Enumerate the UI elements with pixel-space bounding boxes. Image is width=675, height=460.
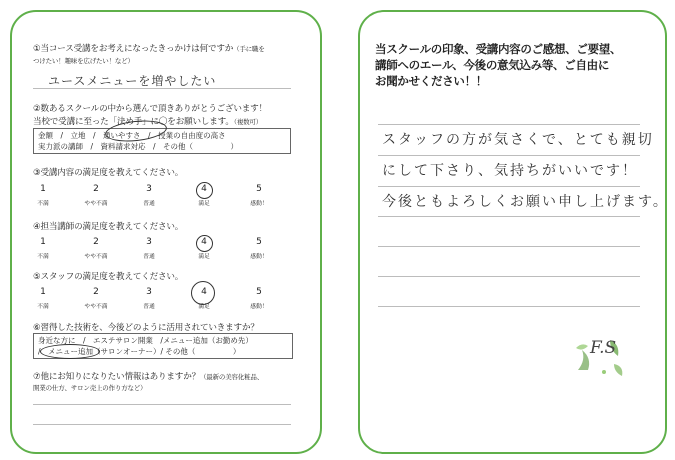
scale-num: 5: [256, 237, 262, 247]
comment-line: [378, 186, 640, 187]
q7-answer-line: [33, 424, 291, 425]
scale-num: 1: [40, 287, 46, 297]
q2-question-line1: ②数あるスクールの中から選んで頂きありがとうございます！: [33, 104, 267, 114]
scale-label: 普通: [143, 304, 155, 310]
q1-handwritten-answer: ユースメニューを増やしたい: [48, 74, 217, 88]
q1-note: つけたい！趣味を広げたい！など）: [33, 57, 134, 65]
scale-label: 不満: [37, 254, 49, 260]
scale-label: 感動！: [250, 304, 268, 310]
scale-label: やや不満: [84, 201, 108, 207]
q4-question: ④担当講師の満足度を教えてください。: [33, 222, 184, 232]
scale-num: 5: [256, 184, 262, 194]
scale-label: 感動！: [250, 254, 268, 260]
scale-num: 3: [146, 287, 152, 297]
scale-num: 4: [201, 287, 207, 297]
comment-line: [378, 306, 640, 307]
free-comment-heading-line3: お聞かせください！！: [375, 74, 487, 88]
scale-num: 4: [201, 237, 207, 247]
scale-label: 不満: [37, 201, 49, 207]
signature: F.S: [590, 338, 617, 358]
scale-label: 普通: [143, 254, 155, 260]
comment-line: [378, 155, 640, 156]
scale-num: 3: [146, 184, 152, 194]
q4-selected-circle: [196, 235, 213, 252]
comment-line: [378, 216, 640, 217]
scale-num: 2: [93, 237, 99, 247]
q7-note: 開業の仕方、サロン売上の作り方など）: [33, 384, 147, 392]
scale-label: 不満: [37, 304, 49, 310]
scale-label: 感動！: [250, 201, 268, 207]
scale-label: やや不満: [84, 304, 108, 310]
comment-line: [378, 124, 640, 125]
q2-question-line2: 当校で受講に至った「決め手」に〇をお願いします。（複数可）: [33, 117, 263, 127]
scale-label: やや不満: [84, 254, 108, 260]
q7-question: ⑦他にお知りになりたい情報はありますか？（最新の美容化粧品、: [33, 372, 264, 382]
scale-num: 5: [256, 287, 262, 297]
scale-label: 満足: [198, 254, 210, 260]
scale-num: 4: [201, 184, 207, 194]
comment-line: [378, 276, 640, 277]
scale-label: 満足: [198, 304, 210, 310]
comment-line: [378, 246, 640, 247]
comment-handwritten-line3: 今後ともよろしくお願い申し上げます。: [382, 194, 669, 210]
free-comment-heading-line2: 講師へのエール、今後の意気込み等、ご自由に: [375, 58, 610, 72]
scale-num: 3: [146, 237, 152, 247]
comment-handwritten-line2: にして下さり、気持ちがいいです！: [382, 163, 638, 179]
q2-options-row1: 金額 / 立地 / 通いやすさ / 授業の自由度の高さ: [38, 131, 226, 140]
q6-question: ⑥習得した技術を、今後どのように活用されていきますか？: [33, 323, 259, 333]
q5-selected-circle: [191, 281, 215, 305]
q6-options-row2: / メニュー追加（サロンオーナー）/ その他（ ）: [38, 347, 241, 356]
scale-num: 1: [40, 237, 46, 247]
q3-selected-circle: [196, 182, 213, 199]
q1-question: ①当コース受講をお考えになったきっかけは何ですか（手に職を: [33, 44, 265, 54]
q5-question: ⑤スタッフの満足度を教えてください。: [33, 272, 184, 282]
free-comment-heading-line1: 当スクールの印象、受講内容のご感想、ご要望、: [375, 42, 622, 56]
scale-num: 1: [40, 184, 46, 194]
scale-num: 2: [93, 184, 99, 194]
q6-selected-circle: [40, 344, 100, 359]
scale-label: 普通: [143, 201, 155, 207]
q6-options-row1: 身近な方に / エステサロン開業 /メニュー追加（お勤め先）: [38, 336, 253, 345]
comment-handwritten-line1: スタッフの方が気さくで、とても親切: [382, 132, 654, 148]
q3-question: ③受講内容の満足度を教えてください。: [33, 168, 184, 178]
q1-answer-line: [33, 88, 291, 89]
q2-options-row2: 実力派の講師 / 資料請求対応 / その他（ ）: [38, 142, 239, 151]
scale-label: 満足: [198, 201, 210, 207]
scale-num: 2: [93, 287, 99, 297]
q7-answer-line: [33, 404, 291, 405]
